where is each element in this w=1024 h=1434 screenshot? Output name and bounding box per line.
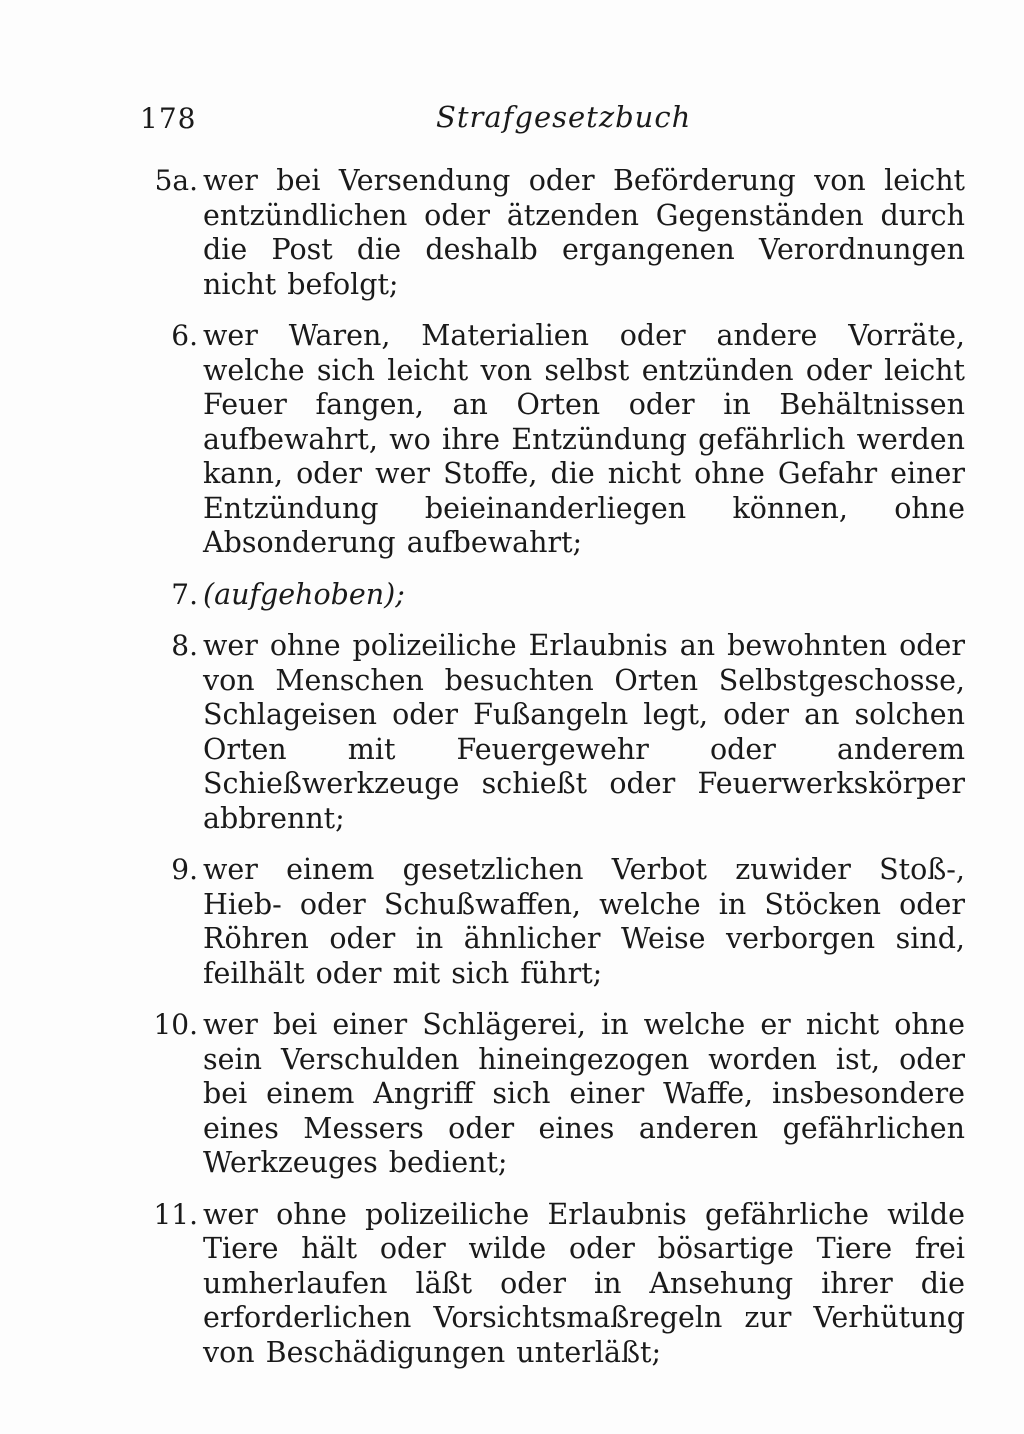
list-item bbox=[150, 853, 965, 991]
numbered-list bbox=[150, 164, 965, 1387]
list-item bbox=[150, 629, 965, 836]
item-number: 5a. bbox=[154, 164, 198, 197]
running-title: Strafgesetzbuch bbox=[436, 100, 692, 134]
item-text: wer bei einer Schlägerei, in welche er nicht ohne sein Verschulden hineingezogen worden ist, oder bei einem Angriff sich einer Waffe, insbesondere eines Messers oder eines anderen gefährlichen Werkzeuges bedient; bbox=[203, 1008, 965, 1179]
item-number: 9. bbox=[171, 853, 198, 886]
list-item bbox=[150, 578, 965, 613]
list-item bbox=[150, 1008, 965, 1181]
item-text: wer bei Versendung oder Beförderung von leicht entzündlichen oder ätzenden Gegenständen durch die Post die deshalb ergangenen Verordnungen nicht befolgt; bbox=[203, 164, 965, 301]
item-text: (aufgehoben); bbox=[203, 577, 405, 611]
item-text: wer Waren, Materialien oder andere Vorräte, welche sich leicht von selbst entzünden oder leicht Feuer fangen, an Orten oder in Behältnissen aufbewahrt, wo ihre Entzündung gefährlich werden kann, oder wer Stoffe, die nicht ohne Gefahr einer Entzündung beieinanderliegen können, ohne Absonderung aufbewahrt; bbox=[203, 319, 965, 559]
list-item bbox=[150, 164, 965, 302]
item-number: 8. bbox=[171, 629, 198, 662]
item-number: 11. bbox=[153, 1197, 198, 1231]
item-number: 10. bbox=[153, 1008, 198, 1041]
list-item bbox=[150, 1198, 965, 1371]
item-text: wer einem gesetzlichen Verbot zuwider Stoß-, Hieb- oder Schußwaffen, welche in Stöcken oder Röhren oder in ähnlicher Weise verborgen sind, feilhält oder mit sich führt; bbox=[203, 853, 965, 990]
item-number: 6. bbox=[171, 319, 198, 352]
item-text: wer ohne polizeiliche Erlaubnis gefährliche wilde Tiere hält oder wilde oder bösartige Tiere frei umherlaufen läßt oder in Ansehung ihrer die erforderlichen Vorsichtsmaßregeln zur Verhütung von Beschädigungen unterläßt; bbox=[203, 1197, 965, 1369]
item-text: wer ohne polizeiliche Erlaubnis an bewohnten oder von Menschen besuchten Orten Selbstgeschosse, Schlageisen oder Fußangeln legt, oder an solchen Orten mit Feuergewehr oder anderem Schießwerkzeuge schießt oder Feuerwerkskörper abbrennt; bbox=[203, 629, 965, 835]
item-number: 7. bbox=[171, 577, 198, 611]
list-item bbox=[150, 319, 965, 561]
page-number: 178 bbox=[140, 102, 197, 135]
